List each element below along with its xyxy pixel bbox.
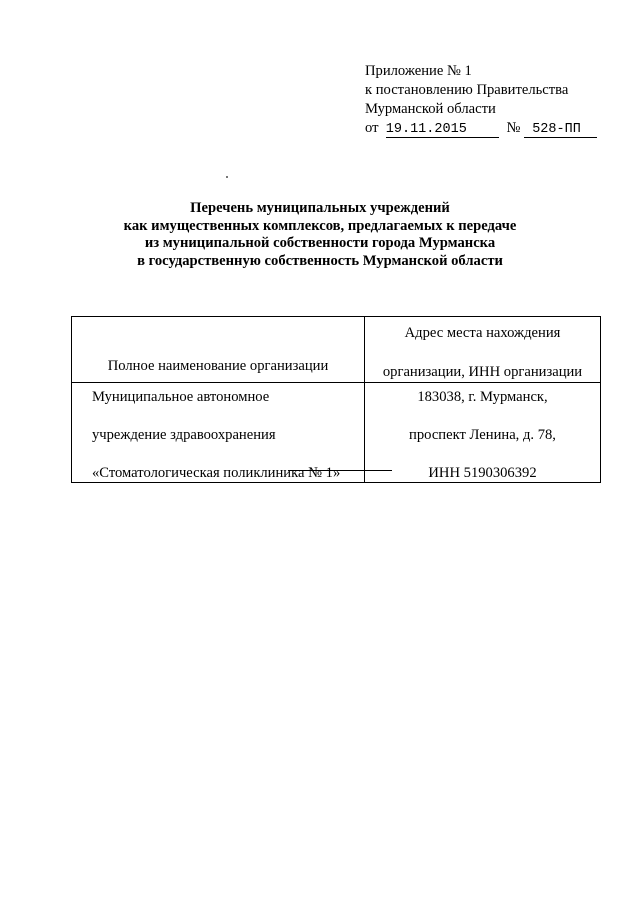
- resolution-number: 528-ПП: [524, 122, 597, 138]
- appendix-date-line: [365, 119, 597, 138]
- document-title: [60, 200, 580, 270]
- header-organization-name: Полное наименование организации: [72, 317, 365, 383]
- title-line-3: из муниципальной собственности города Мурманска: [144, 235, 496, 252]
- table-row: [72, 382, 601, 483]
- table-header-row: [72, 317, 601, 383]
- appendix-resolution: к постановлению Правительства: [365, 82, 569, 98]
- cell-organization-name: Муниципальное автономное учреждение здравоохранения «Стоматологическая поликлиника № 1»: [72, 382, 365, 483]
- scan-speck: [226, 176, 228, 178]
- cell-address-inn: 183038, г. Мурманск, проспект Ленина, д. 78, ИНН 5190306392: [365, 382, 601, 483]
- institutions-table: [71, 316, 601, 483]
- resolution-date: 19.11.2015: [386, 122, 499, 138]
- appendix-region: Мурманской области: [365, 101, 496, 117]
- title-line-2: как имущественных комплексов, предлагаемых к передаче: [123, 217, 517, 234]
- title-line-4: в государственную собственность Мурманской области: [137, 252, 503, 269]
- date-prefix: от: [365, 120, 379, 136]
- appendix-block: [365, 62, 597, 138]
- title-line-1: Перечень муниципальных учреждений: [190, 200, 450, 216]
- header-address-inn: Адрес места нахождения организации, ИНН организации: [365, 317, 601, 383]
- end-rule: [288, 470, 392, 471]
- appendix-title: Приложение № 1: [365, 63, 472, 79]
- number-prefix: №: [506, 120, 521, 136]
